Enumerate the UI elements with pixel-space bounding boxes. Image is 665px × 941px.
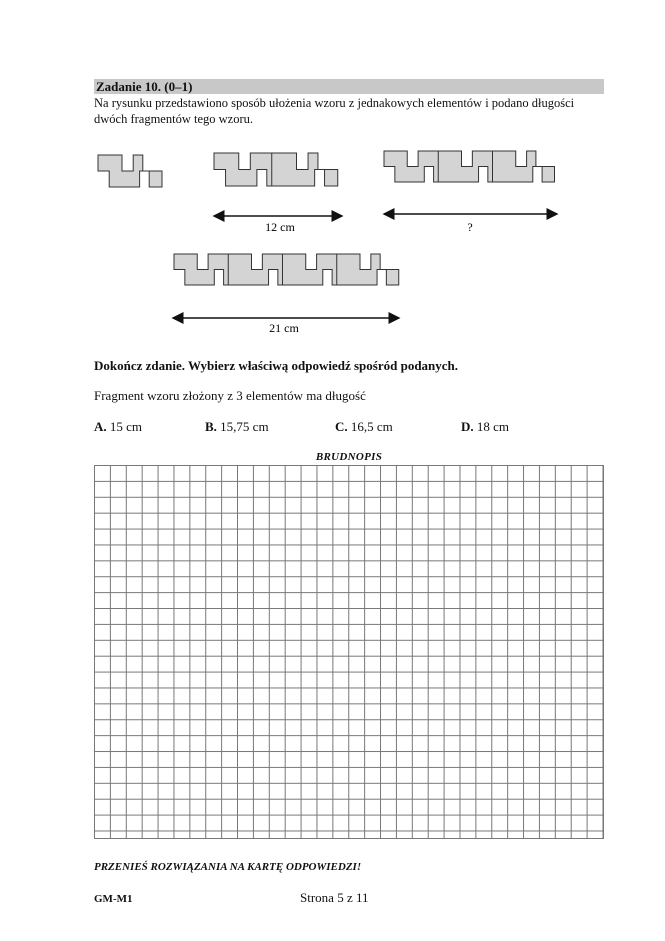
page-number: Strona 5 z 11	[300, 890, 369, 905]
instruction: Dokończ zdanie. Wybierz właściwą odpowiedź spośród podanych.	[94, 358, 459, 373]
answer-d-text: 18 cm	[476, 419, 510, 434]
answer-d-letter: D.	[461, 419, 474, 434]
answer-c[interactable]	[335, 419, 393, 435]
pattern-one-element	[98, 155, 162, 187]
question: Fragment wzoru złożony z 3 elementów ma długość	[94, 388, 366, 403]
answer-c-letter: C.	[335, 419, 348, 434]
answer-b-text: 15,75 cm	[220, 419, 269, 434]
task-title: Zadanie 10. (0–1)	[94, 79, 604, 94]
answer-a-letter: A.	[94, 419, 107, 434]
answer-a-text: 15 cm	[109, 419, 143, 434]
label-four: 21 cm	[269, 321, 299, 335]
draft-grid[interactable]	[94, 465, 604, 839]
draft-title: BRUDNOPIS	[315, 451, 383, 463]
answer-c-text: 16,5 cm	[350, 419, 393, 434]
footer-note: PRZENIEŚ ROZWIĄZANIA NA KARTĘ ODPOWIEDZI!	[94, 861, 362, 873]
label-three: ?	[467, 220, 473, 234]
label-two: 12 cm	[265, 220, 295, 234]
task-intro: Na rysunku przedstawiono sposób ułożenia wzoru z jednakowych elementów i podano długości dwóch fragmentów tego wzoru.	[94, 96, 575, 126]
answer-a[interactable]	[94, 419, 142, 435]
pattern-figures	[0, 140, 665, 350]
exam-code: GM-M1	[94, 893, 133, 905]
answer-d[interactable]	[461, 419, 509, 435]
answer-b-letter: B.	[205, 419, 217, 434]
answer-b[interactable]	[205, 419, 269, 435]
pattern-three-elements	[384, 151, 555, 182]
pattern-two-elements	[214, 153, 338, 186]
pattern-four-elements	[174, 254, 399, 285]
